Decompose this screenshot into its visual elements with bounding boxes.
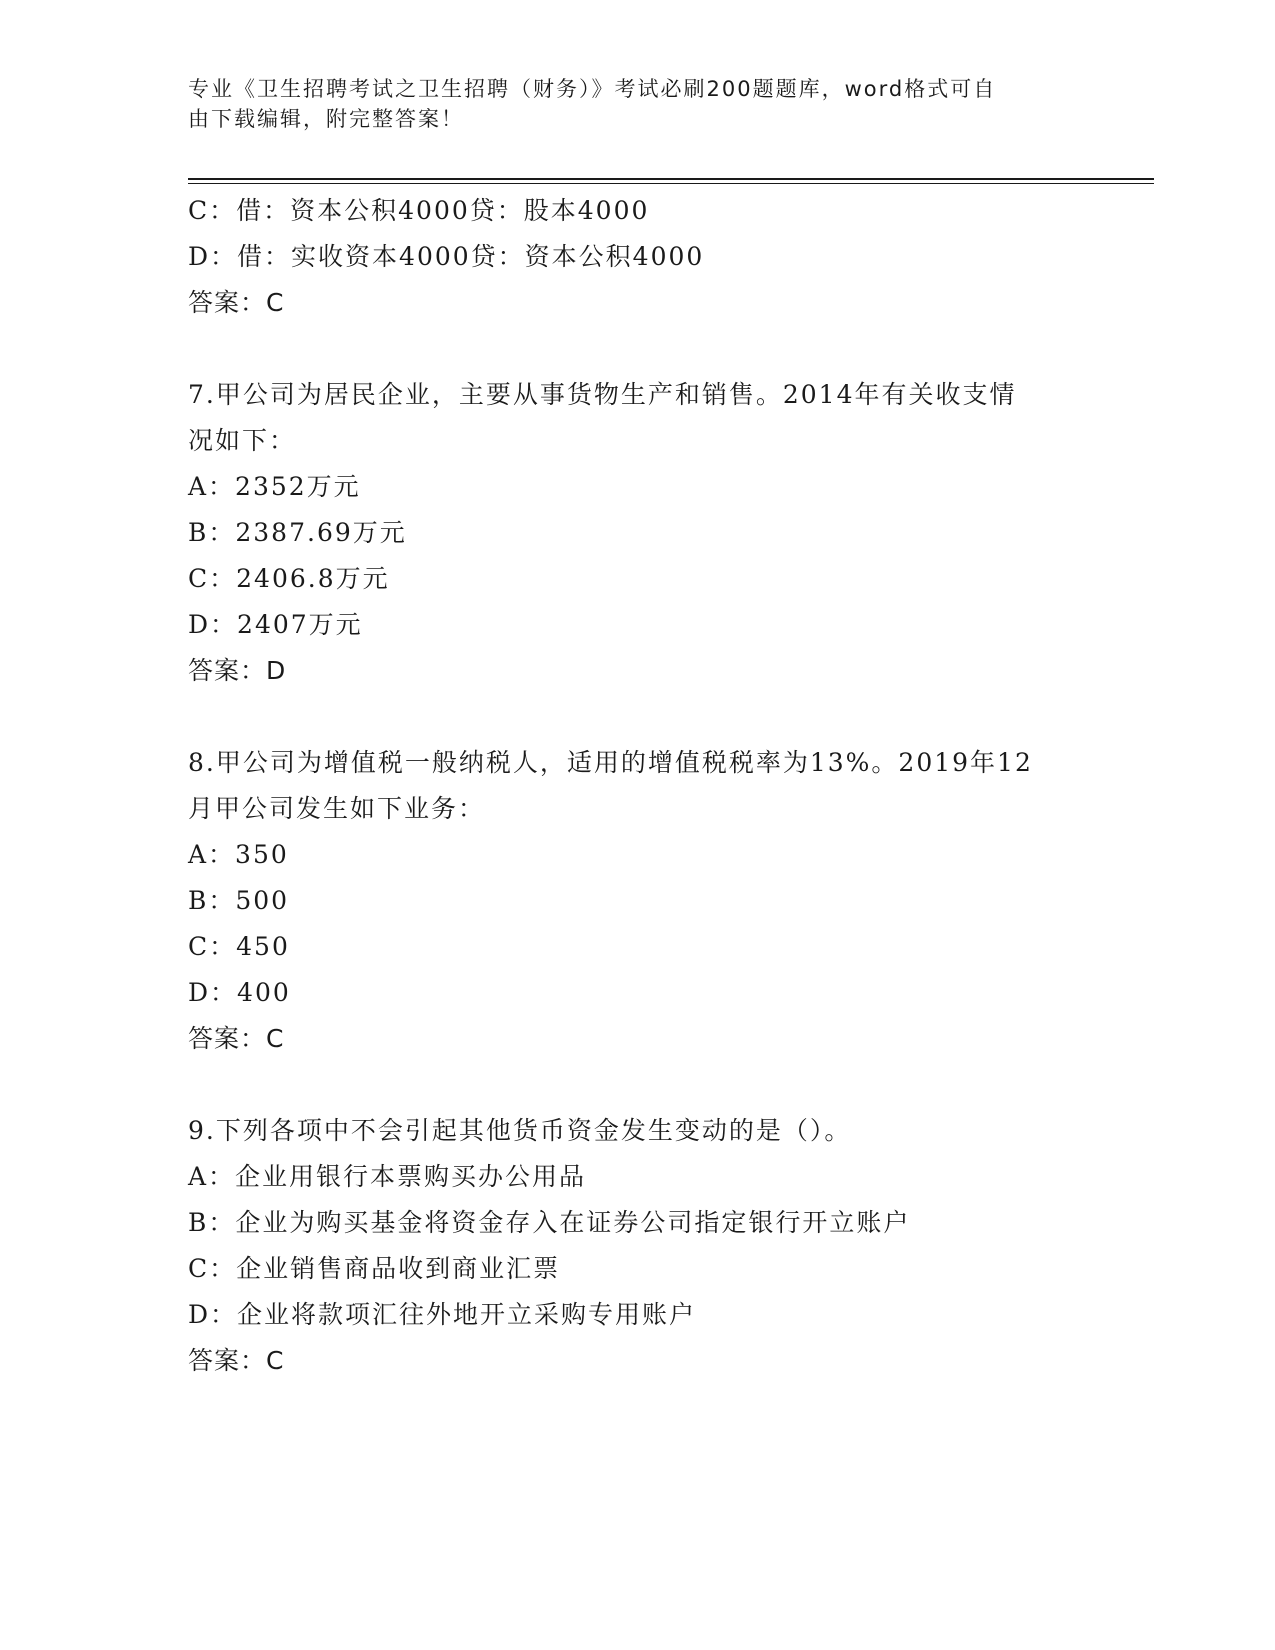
spacer	[188, 694, 1088, 740]
question-9-answer: 答案：C	[188, 1346, 285, 1375]
question-7-option-b: B：2387.69万元	[188, 518, 407, 547]
question-8-option-b: B：500	[188, 886, 290, 915]
question-8-option-d: D：400	[188, 978, 291, 1007]
question-9-option-d: D：企业将款项汇往外地开立采购专用账户	[188, 1300, 697, 1329]
question-7-answer: 答案：D	[188, 656, 287, 685]
question-9-option-a: A：企业用银行本票购买办公用品	[188, 1162, 587, 1191]
question-9-stem: 9.下列各项中不会引起其他货币资金发生变动的是（）。	[188, 1116, 852, 1145]
question-6-option-d: D：借：实收资本4000贷：资本公积4000	[188, 242, 705, 271]
question-content	[188, 188, 1088, 1384]
question-9-block	[188, 1108, 1088, 1384]
header-line-2: 由下载编辑，附完整答案！	[188, 107, 464, 131]
question-7-block	[188, 372, 1088, 694]
question-7-stem-line-1: 7.甲公司为居民企业，主要从事货物生产和销售。2014年有关收支情	[188, 380, 1017, 409]
question-8-block	[188, 740, 1088, 1062]
question-8-stem-line-2: 月甲公司发生如下业务：	[188, 794, 486, 823]
header-line-1: 专业《卫生招聘考试之卫生招聘（财务）》考试必刷200题题库，word格式可自	[188, 77, 997, 101]
question-6-option-c: C：借：资本公积4000贷：股本4000	[188, 196, 650, 225]
question-8-option-a: A：350	[188, 840, 289, 869]
header-divider-thin	[188, 183, 1154, 184]
question-7-stem-line-2: 况如下：	[188, 426, 297, 455]
question-8-answer: 答案：C	[188, 1024, 285, 1053]
question-7-option-c: C：2406.8万元	[188, 564, 390, 593]
question-8-option-c: C：450	[188, 932, 290, 961]
spacer	[188, 1062, 1088, 1108]
question-9-option-b: B：企业为购买基金将资金存入在证券公司指定银行开立账户	[188, 1208, 911, 1237]
question-8-stem-line-1: 8.甲公司为增值税一般纳税人，适用的增值税税率为13%。2019年12	[188, 748, 1033, 777]
page-header	[188, 74, 1068, 134]
question-7-option-a: A：2352万元	[188, 472, 361, 501]
question-6-answer: 答案：C	[188, 288, 285, 317]
question-7-option-d: D：2407万元	[188, 610, 363, 639]
header-divider-thick	[188, 178, 1154, 180]
question-9-option-c: C：企业销售商品收到商业汇票	[188, 1254, 561, 1283]
spacer	[188, 326, 1088, 372]
question-6-block	[188, 188, 1088, 326]
